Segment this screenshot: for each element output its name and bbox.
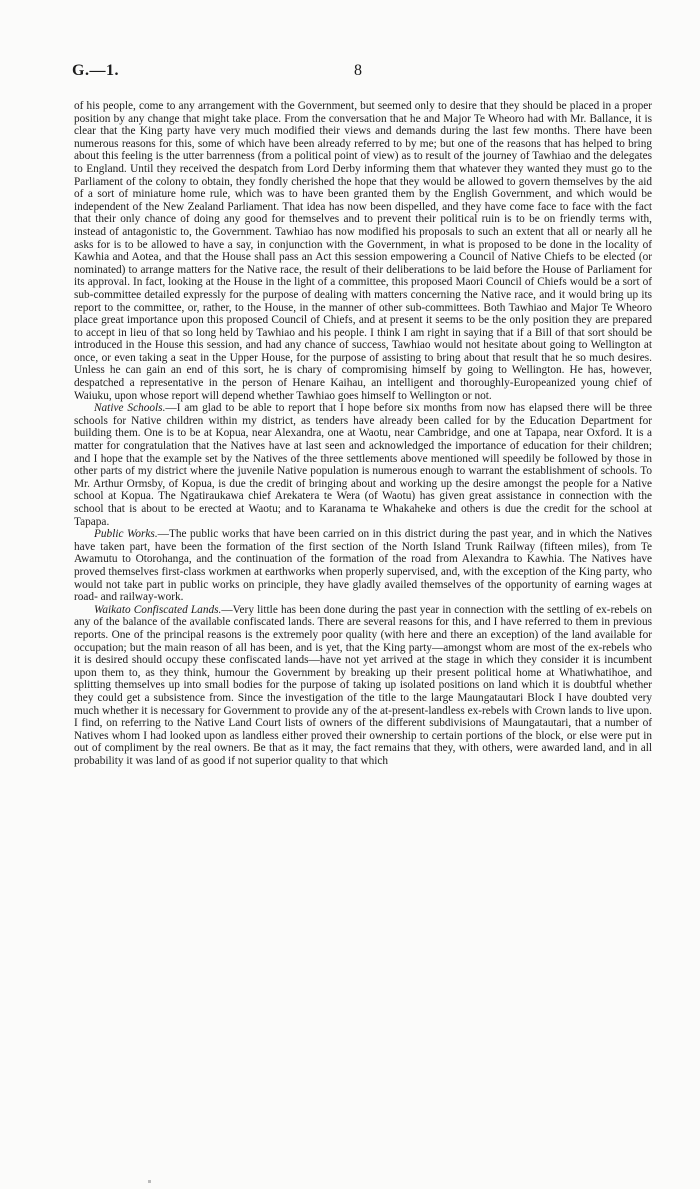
document-reference: G.—1. [72,62,119,79]
paragraph-text: —Very little has been done during the past year in connection with the settling of ex-rebels on any of the balance of the available confiscated lands. There are several reasons for this, and I have referred to them in previous reports. One of the principal reasons is the extremely poor quality (with here and there an exception) of the land available for occupation; but the main reason of all has been, and is yet, that the King party—amongst whom are most of the ex-rebels who it is desired should occupy these confiscated lands—have not yet arrived at the stage in which they consider it is incumbent upon them to, as they think, humour the Government by breaking up their present political home at Whatiwhatihoe, and splitting themselves up into small bodies for the purpose of taking up isolated positions on land which it is doubtful whether they could get a subsistence from. Since the investigation of the title to the large Maungatautari Block I have doubted very much whether it is necessary for Government to provide any of the at-present-landless ex-rebels with Crown lands to live upon. I find, on referring to the Native Land Court lists of owners of the different subdivisions of Maungatautari, that a number of Natives whom I had looked upon as landless either proved their ownership to certain portions of the block, or else were put in out of compliment by the real owners. Be that as it may, the fact remains that they, with others, were awarded land, and in all probability it was land of as good if not superior quality to that which [74,603,652,767]
page-number: 8 [354,62,362,79]
paragraph-native-schools [74,402,652,528]
body-text [74,100,652,767]
paragraph-text: —The public works that have been carried on in this district during the past year, and in which the Natives have taken part, have been the formation of the first section of the North Island Trunk Railway (fifteen miles), from Te Awamutu to Otorohanga, and the continuation of the formation of the road from Alexandra to Kawhia. The Natives have proved themselves first-class workmen at earthworks when properly supervised, and, with the exception of the King party, who would not take part in public works on principle, they have gladly availed themselves of the opportunity of earning wages at road- and railway-work. [74,528,652,604]
paragraph-waikato-lands [74,604,652,768]
paragraph-public-works [74,528,652,604]
paragraph-king-party [74,100,652,402]
section-heading-native-schools: Native Schools. [94,402,166,415]
paragraph-text: of his people, come to any arrangement with the Government, but seemed only to desire that they should be placed in a proper position by any change that might take place. From the conversation that he and Major Te Wheoro had with Mr. Ballance, it is clear that the King party have very much modified their views and demands during the last few months. There have been numerous reasons for this, some of which have been already referred to by me; but one of the reasons that has helped to bring about this feeling is the utter barrenness (from a political point of view) as to result of the journey of Tawhiao and the delegates to England. Until they received the despatch from Lord Derby informing them that whatever they wanted they must go to the Parliament of the colony to obtain, they fondly cherished the hope that they would be allowed to govern themselves by the aid of a sort of miniature home rule, which was to have been granted them by the English Government, and which would be independent of the New Zealand Parliament. That idea has now been dispelled, and they have come face to face with the fact that their only chance of doing any good for themselves and to prevent their political ruin is to be on friendly terms with, instead of antagonistic to, the Government. Tawhiao has now modified his proposals to such an extent that all or nearly all he asks for is to be allowed to have a say, in conjunction with the Government, in what is proposed to be done in the locality of Kawhia and Aotea, and that the House shall pass an Act this session empowering a Council of Native Chiefs to be elected (or nominated) to arrange matters for the Native race, the result of their deliberations to be laid before the House of Parliament for its approval. In fact, looking at the House in the light of a committee, this proposed Maori Council of Chiefs would be a sort of sub-committee detailed expressly for the purpose of dealing with matters concerning the Native race, and it would bring up its report to the committee, or, rather, to the House, in the manner of other sub-committees. Both Tawhiao and Major Te Wheoro place great importance upon this proposed Council of Chiefs, and at present it seems to be the only position they are prepared to accept in lieu of that so long held by Tawhiao and his people. I think I am right in saying that if a Bill of that sort should be introduced in the House this session, and had any chance of success, Tawhiao would not hesitate about going to Wellington at once, or even taking a seat in the Upper House, for the purpose of assisting to bring about that result that he so much desires. Unless he can gain an end of this sort, he is chary of compromising himself by going to Wellington. He has, however, despatched a representative in the person of Henare Kaihau, an intelligent and thoroughly-Europeanized young chief of Waiuku, upon whose report will depend whether Tawhiao goes himself to Wellington or not. [74,100,652,402]
section-heading-waikato-lands: Waikato Confiscated Lands. [94,603,222,616]
section-heading-public-works: Public Works. [94,528,158,541]
page-header [72,62,632,84]
paragraph-text: —I am glad to be able to report that I hope before six months from now has elapsed there will be three schools for Native children within my district, as tenders have already been called for by the Education Department for building them. One is to be at Kopua, near Alexandra, one at Waotu, near Cambridge, and one at Tapapa, near Oxford. It is a matter for congratulation that the Natives have at last seen and acknowledged the importance of education for their children; and I hope that the example set by the Natives of the three settlements above mentioned will speedily be followed by those in other parts of my district where the juvenile Native population is numerous enough to warrant the establishment of schools. To Mr. Arthur Ormsby, of Kopua, is due the credit of bringing about and working up the desire amongst the people for a Native school at Kopua. The Ngatiraukawa chief Arekatera te Wera (of Waotu) has given great assistance in connection with the school that is about to be erected at Waotu; and to Karanama te Whakaheke and others is due the credit for the school at Tapapa. [74,402,653,528]
scan-speck [148,1180,151,1183]
